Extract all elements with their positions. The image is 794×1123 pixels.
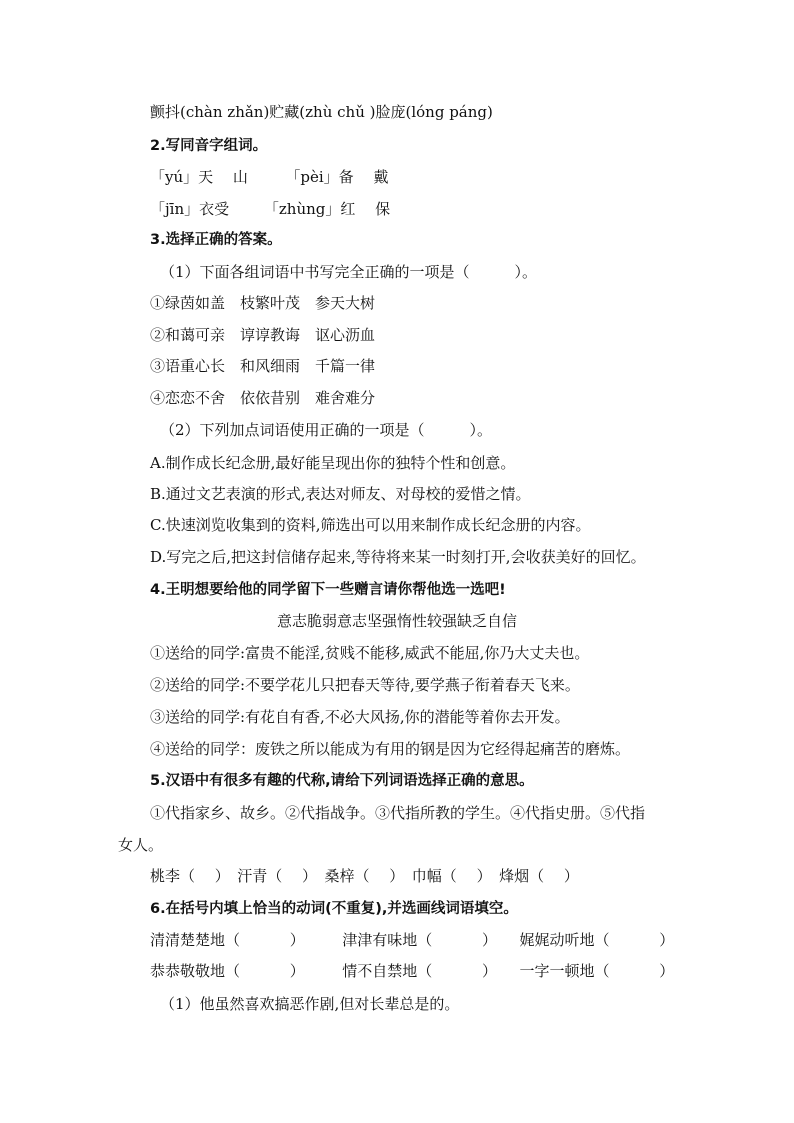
choice-a: A.制作成长纪念册,最好能呈现出你的独特个性和创意。 — [150, 454, 516, 472]
motto-3: ③送给的同学:有花自有香,不必大风扬,你的潜能等着你去开发。 — [150, 708, 570, 726]
option-4: ④恋恋不舍 依依昔别 难舍难分 — [150, 389, 376, 407]
question-3-2-prompt: （2）下列加点词语使用正确的一项是（ ）。 — [160, 421, 493, 439]
option-3: ③语重心长 和风细雨 千篇一律 — [150, 357, 376, 375]
homophone-row-2: 「jīn」衣受 「zhùng」红 保 — [150, 200, 391, 218]
question-5-meanings-cont: 女人。 — [118, 836, 164, 854]
motto-1: ①送给的同学:富贵不能淫,贫贱不能移,威武不能屈,你乃大丈夫也。 — [150, 644, 590, 662]
question-4-heading: 4.王明想要给他的同学留下一些赠言请你帮他选一选吧! — [150, 582, 506, 598]
question-5-meanings: ①代指家乡、故乡。②代指战争。③代指所教的学生。④代指史册。⑤代指 — [150, 804, 646, 822]
trait-list: 意志脆弱意志坚强惰性较强缺乏自信 — [276, 612, 517, 630]
verb-fill-row-2: 恭恭敬敬地（ ） 情不自禁地（ ） 一字一顿地（ ） — [150, 962, 675, 980]
question-3-1-prompt: （1）下面各组词语中书写完全正确的一项是（ ）。 — [160, 263, 538, 281]
question-5-words: 桃李（ ） 汗青（ ） 桑梓（ ） 巾幅（ ） 烽烟（ ） — [150, 867, 579, 885]
homophone-row-1: 「yú」天 山 「pèi」备 戴 — [150, 168, 389, 186]
pinyin-answers-line: 颤抖(chàn zhǎn)贮藏(zhù chǔ )脸庞(lóng páng) — [150, 103, 493, 121]
option-2: ②和蔼可亲 谆谆教诲 讴心沥血 — [150, 326, 376, 344]
question-6-heading: 6.在括号内填上恰当的动词(不重复),并选画线词语填空。 — [150, 901, 518, 917]
choice-c: C.快速浏览收集到的资料,筛选出可以用来制作成长纪念册的内容。 — [150, 516, 591, 534]
question-6-1-sentence: （1）他虽然喜欢搞恶作剧,但对长辈总是的。 — [160, 995, 460, 1013]
choice-d: D.写完之后,把这封信储存起来,等待将来某一时刻打开,会收获美好的回忆。 — [150, 548, 646, 566]
motto-4: ④送给的同学：废铁之所以能成为有用的钢是因为它经得起痛苦的磨炼。 — [150, 740, 631, 758]
question-2-heading: 2.写同音字组词。 — [150, 138, 268, 154]
option-1: ①绿茵如盖 枝繁叶茂 参天大树 — [150, 294, 376, 312]
choice-b: B.通过文艺表演的形式,表达对师友、对母校的爱惜之情。 — [150, 485, 531, 503]
verb-fill-row-1: 清清楚楚地（ ） 津津有味地（ ） 娓娓动听地（ ） — [150, 931, 675, 949]
motto-2: ②送给的同学:不要学花儿只把春天等待,要学燕子衔着春天飞来。 — [150, 676, 580, 694]
question-3-heading: 3.选择正确的答案。 — [150, 232, 282, 248]
question-5-heading: 5.汉语中有很多有趣的代称,请给下列词语选择正确的意思。 — [150, 773, 534, 789]
